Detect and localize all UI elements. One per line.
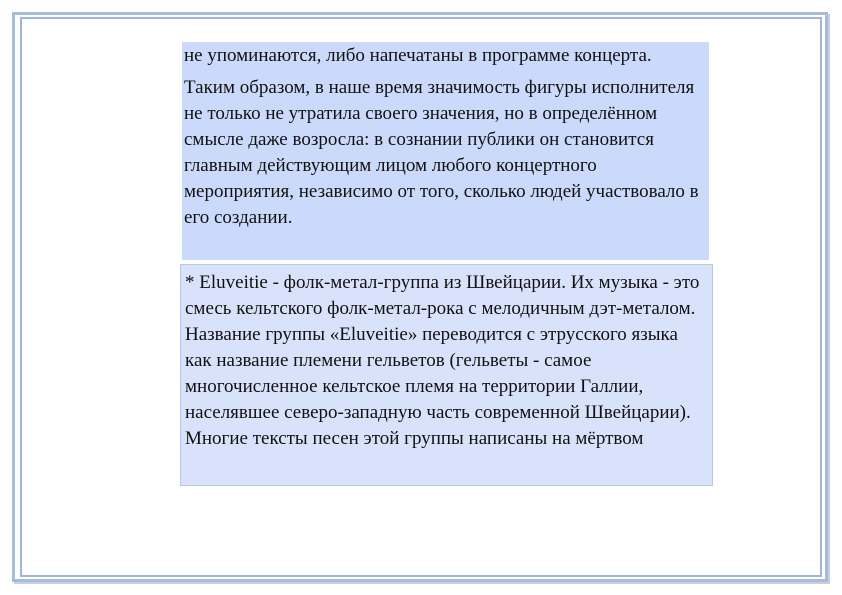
footnote-text: * Eluveitie - фолк-метал-группа из Швейцарии. Их музыка - это смесь кельтского фолк-метал-рока с мелодичным дэт-металом. Название группы «Eluveitie» переводится с этрусского языка как название племени гельветов (гельветы - самое многочисленное кельтское племя на территории Галлии, населявшее северо-западную часть современной Швейцарии). Многие тексты песен этой группы написаны на мёртвом — [185, 272, 700, 449]
footnote-block — [180, 264, 713, 486]
paragraph-1: не упоминаются, либо напечатаны в программе концерта. — [184, 45, 652, 66]
paragraph-2: Таким образом, в наше время значимость фигуры исполнителя не только не утратила своего значения, но в определённом смысле даже возросла: в сознании публики он становится главным действующим лицом любого концертного мероприятия, независимо от того, сколько людей участвовало в его создании. — [184, 77, 699, 228]
main-text-block — [182, 42, 709, 260]
